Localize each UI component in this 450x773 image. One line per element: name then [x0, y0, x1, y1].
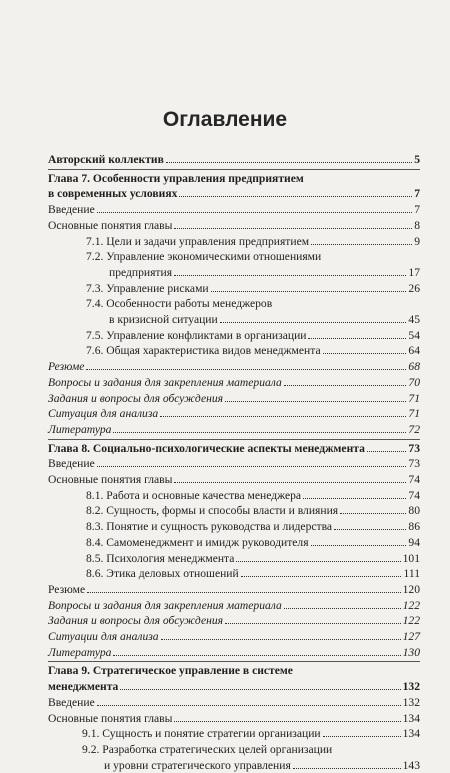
toc-entry [48, 406, 420, 422]
page-number: 122 [402, 614, 420, 628]
page-number: 7 [414, 187, 420, 201]
toc-entry [48, 726, 420, 742]
dot-leader [293, 768, 401, 769]
dot-leader [120, 689, 400, 690]
entry-title: менеджмента [48, 680, 119, 694]
entry-title: 8.3. Понятие и сущность руководства и лидерства [86, 520, 333, 534]
toc-entry [48, 519, 420, 535]
entry-title: 7.4. Особенности работы менеджеров [86, 297, 273, 311]
toc-entry [48, 391, 420, 407]
toc-entry [48, 456, 420, 472]
page-number: 94 [408, 535, 420, 549]
toc-entry [48, 742, 420, 758]
chapter-divider [48, 169, 420, 170]
entry-title: 7.2. Управление экономическими отношениями [86, 250, 322, 264]
page-number: 134 [402, 727, 420, 741]
dot-leader [311, 545, 407, 546]
toc-entry [48, 503, 420, 519]
toc-entry [48, 598, 420, 614]
toc-entry [48, 422, 420, 438]
toc-chapter-entry [48, 679, 420, 695]
entry-title: Введение [48, 457, 95, 471]
chapter-divider [48, 439, 420, 440]
entry-title: 9.1. Сущность и понятие стратегии организации [82, 727, 321, 741]
dot-leader [161, 639, 401, 640]
toc-entry [48, 202, 420, 218]
page-number: 122 [402, 598, 420, 612]
toc-entry [48, 613, 420, 629]
entry-title: Основные понятия главы [48, 473, 173, 486]
toc-entry [48, 535, 420, 551]
entry-title: предприятия [109, 265, 173, 279]
dot-leader [174, 275, 406, 276]
entry-title: 8.4. Самоменеджмент и имидж руководителя [86, 535, 309, 549]
page-number: 70 [408, 375, 420, 389]
page-number: 9 [414, 234, 420, 248]
toc-entry [48, 711, 420, 727]
toc-entry [48, 249, 420, 265]
dot-leader [113, 655, 400, 656]
dot-leader [166, 162, 412, 163]
toc-entry [48, 566, 420, 582]
entry-title: Резюме [48, 360, 85, 374]
toc-entry [48, 296, 420, 312]
page-number: 120 [402, 582, 420, 596]
page-number: 74 [408, 473, 420, 486]
entry-title: в кризисной ситуации [109, 313, 218, 326]
dot-leader [225, 623, 401, 624]
dot-leader [340, 513, 406, 514]
entry-title: Глава 8. Социально-психологические аспекты менеджмента [48, 441, 365, 455]
dot-leader [179, 196, 412, 197]
toc-entry [48, 265, 420, 281]
toc-chapter-entry [48, 152, 420, 168]
page-number: 8 [414, 218, 420, 232]
dot-leader [97, 212, 412, 213]
toc-entry [48, 312, 420, 328]
dot-leader [113, 432, 406, 433]
page-number: 73 [408, 457, 420, 471]
dot-leader [160, 416, 406, 417]
dot-leader [87, 592, 400, 593]
dot-leader [225, 401, 406, 402]
dot-leader [97, 705, 401, 706]
dot-leader [284, 385, 407, 386]
entry-title: Вопросы и задания для закрепления материала [48, 598, 282, 612]
entry-title: 7.3. Управление рисками [86, 281, 209, 295]
toc-entry [48, 488, 420, 504]
entry-title: Ситуации для анализа [48, 630, 159, 643]
toc-entry [48, 695, 420, 711]
entry-title: Литература [48, 645, 112, 659]
entry-title: Введение [48, 203, 95, 217]
toc-entry [48, 472, 420, 488]
page-number: 111 [403, 567, 420, 581]
dot-leader [284, 608, 401, 609]
page-number: 54 [408, 328, 420, 342]
entry-title: Глава 9. Стратегическое управление в системе [48, 664, 293, 678]
dot-leader [323, 736, 401, 737]
page-number: 64 [408, 344, 420, 358]
entry-title: 8.6. Этика деловых отношений [86, 567, 239, 581]
page-number: 5 [414, 153, 420, 166]
page-number: 73 [408, 441, 420, 455]
entry-title: Задания и вопросы для обсуждения [48, 391, 224, 405]
page-number: 132 [402, 695, 420, 709]
toc-entry [48, 645, 420, 661]
entry-title: Авторский коллектив [48, 153, 164, 166]
entry-title: Задания и вопросы для обсуждения [48, 614, 224, 628]
entry-title: Введение [48, 695, 95, 709]
toc-entry [48, 281, 420, 297]
toc-entry [48, 551, 420, 567]
toc-entry [48, 375, 420, 391]
entry-title: Ситуация для анализа [48, 407, 159, 421]
page-number: 134 [402, 711, 420, 725]
toc-entry [48, 218, 420, 234]
toc-chapter-entry [48, 441, 420, 457]
page-number: 130 [402, 645, 420, 659]
dot-leader [303, 498, 406, 499]
dot-leader [174, 482, 406, 483]
page-number: 71 [408, 407, 420, 421]
page-number: 132 [402, 680, 420, 694]
page-number: 86 [408, 520, 420, 534]
entry-title: Основные понятия главы [48, 711, 173, 725]
dot-leader [236, 561, 400, 562]
page-number: 68 [408, 360, 420, 374]
page-title: Оглавление [162, 108, 288, 131]
entry-title: Глава 7. Особенности управления предприятием [48, 171, 304, 185]
page-number: 7 [414, 203, 420, 217]
entry-title: 7.5. Управление конфликтами в организации [86, 328, 307, 342]
toc-entry [48, 343, 420, 359]
dot-leader [308, 338, 406, 339]
chapter-divider [48, 661, 420, 662]
page-number: 26 [408, 281, 420, 295]
entry-title: и уровни стратегического управления [104, 758, 291, 772]
entry-title: Резюме [48, 582, 86, 596]
page-number: 17 [408, 265, 420, 279]
dot-leader [174, 228, 412, 229]
dot-leader [211, 291, 407, 292]
page-number: 127 [402, 630, 420, 643]
entry-title: 7.6. Общая характеристика видов менеджмента [86, 344, 321, 358]
dot-leader [241, 576, 402, 577]
entry-title: Основные понятия главы [48, 218, 173, 232]
entry-title: 8.2. Сущность, формы и способы власти и влияния [86, 504, 339, 518]
page-number: 74 [408, 488, 420, 502]
dot-leader [174, 721, 400, 722]
entry-title: Вопросы и задания для закрепления материала [48, 375, 282, 389]
entry-title: в современных условиях [48, 187, 178, 201]
dot-leader [367, 451, 407, 452]
toc-entry [48, 328, 420, 344]
page-number: 80 [408, 504, 420, 518]
toc-entry [48, 234, 420, 250]
dot-leader [86, 369, 406, 370]
entry-title: 8.5. Психология менеджмента [86, 551, 235, 565]
page-number: 72 [408, 422, 420, 436]
toc-entry [48, 359, 420, 375]
entry-title: 9.2. Разработка стратегических целей организации [82, 742, 333, 756]
entry-title: 7.1. Цели и задачи управления предприятием [86, 234, 310, 248]
dot-leader [220, 322, 407, 323]
entry-title: 8.1. Работа и основные качества менеджера [86, 488, 302, 502]
page-number: 71 [408, 391, 420, 405]
dot-leader [323, 353, 407, 354]
page-number: 101 [402, 551, 420, 565]
toc-entry [48, 758, 420, 773]
entry-title: Литература [48, 422, 112, 436]
toc-chapter-entry [48, 663, 420, 679]
dot-leader [334, 529, 406, 530]
page-number: 143 [402, 758, 420, 772]
dot-leader [311, 244, 412, 245]
toc-chapter-entry [48, 171, 420, 187]
dot-leader [97, 466, 407, 467]
toc-chapter-entry [48, 186, 420, 202]
page-number: 45 [408, 313, 420, 326]
toc-entry [48, 582, 420, 598]
toc-entry [48, 629, 420, 645]
